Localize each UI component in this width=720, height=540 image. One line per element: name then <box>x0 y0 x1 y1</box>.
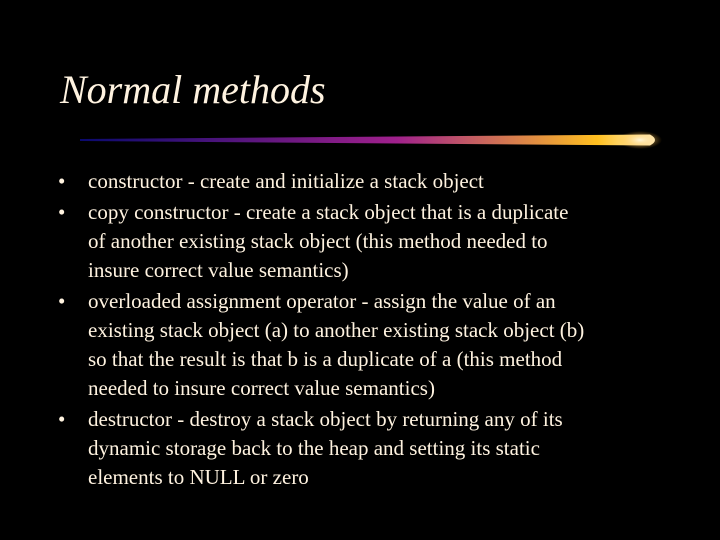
bullet-dot-icon: • <box>58 200 66 224</box>
bullet-text-line: needed to insure correct value semantics) <box>88 376 435 400</box>
bullet-text-line: overloaded assignment operator - assign the value of an <box>88 289 556 313</box>
bullet-text-line: destructor - destroy a stack object by returning any of its <box>88 407 563 431</box>
bullet-item <box>58 287 698 403</box>
bullet-item <box>58 198 698 285</box>
title-underline-bar <box>80 131 662 149</box>
bullet-dot-icon: • <box>58 289 66 313</box>
bullet-list <box>58 167 698 494</box>
bullet-text-line: elements to NULL or zero <box>88 465 309 489</box>
bullet-text-line: constructor - create and initialize a stack object <box>88 169 484 193</box>
bullet-dot-icon: • <box>58 169 66 193</box>
bullet-text-line: insure correct value semantics) <box>88 258 349 282</box>
bullet-text-line: copy constructor - create a stack object that is a duplicate <box>88 200 569 224</box>
bullet-item <box>58 167 698 196</box>
bullet-text-line: so that the result is that b is a duplicate of a (this method <box>88 347 563 371</box>
bullet-text-line: of another existing stack object (this method needed to <box>88 229 548 253</box>
bullet-text-line: dynamic storage back to the heap and setting its static <box>88 436 540 460</box>
bullet-text-line: existing stack object (a) to another existing stack object (b) <box>88 318 585 342</box>
bullet-dot-icon: • <box>58 407 66 431</box>
slide-title: Normal methods <box>60 67 326 112</box>
bullet-item <box>58 405 698 492</box>
